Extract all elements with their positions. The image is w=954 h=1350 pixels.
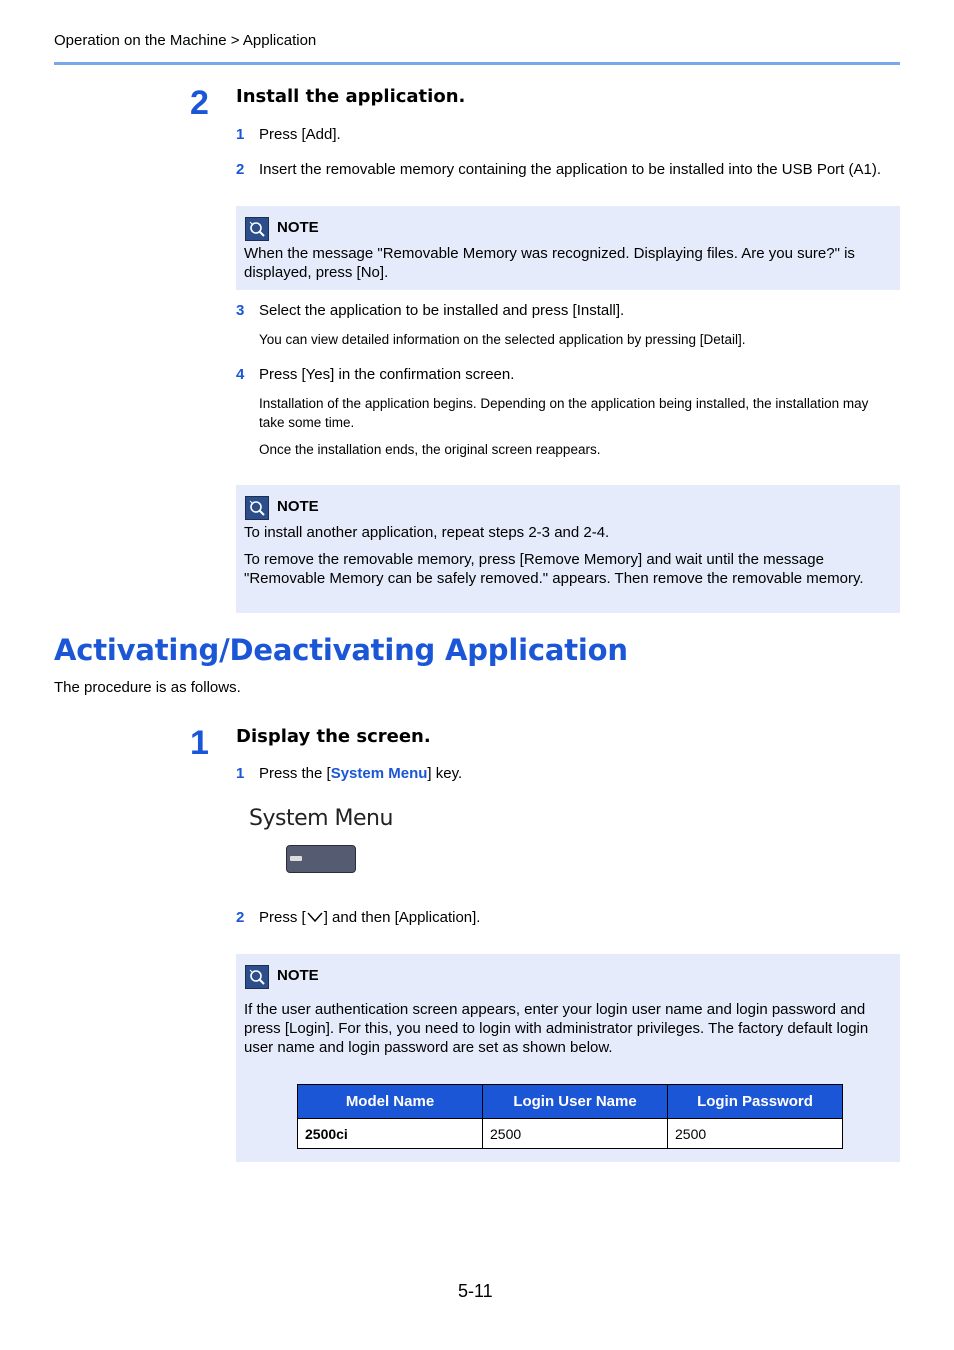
- substep-number: 1: [236, 126, 245, 143]
- substep-text: [259, 764, 462, 783]
- note-label: NOTE: [277, 219, 319, 236]
- note-icon: [245, 496, 269, 520]
- column-header: Model Name: [298, 1085, 483, 1119]
- substep-text: Select the application to be installed and press [Install].: [259, 302, 625, 319]
- table-cell: 2500: [668, 1119, 843, 1149]
- note-text: To install another application, repeat steps 2-3 and 2-4.: [244, 524, 610, 541]
- substep-text-post: ] and then [Application].: [323, 909, 481, 926]
- substep-text: [259, 908, 480, 929]
- substep-number: 2: [236, 161, 245, 178]
- substep-text: Press [Add].: [259, 126, 341, 143]
- header-rule: [54, 62, 900, 65]
- column-header: Login User Name: [483, 1085, 668, 1119]
- key-indicator: [290, 856, 302, 861]
- substep-detail: Installation of the application begins. Depending on the application being installed, the installation may take some time.: [259, 396, 869, 430]
- section-intro: The procedure is as follows.: [54, 679, 241, 696]
- chevron-down-icon: [306, 910, 324, 929]
- substep-text: Insert the removable memory containing the application to be installed into the USB Port (A1).: [259, 161, 881, 178]
- section-heading: Activating/Deactivating Application: [54, 633, 628, 667]
- note-box: [236, 954, 900, 1162]
- substep-number: 1: [236, 765, 245, 782]
- login-defaults-table: [297, 1084, 843, 1149]
- step-title: Install the application.: [236, 86, 466, 107]
- table-row: [298, 1119, 843, 1149]
- system-menu-key[interactable]: [286, 845, 356, 873]
- system-menu-link: System Menu: [330, 765, 428, 782]
- column-header: Login Password: [668, 1085, 843, 1119]
- substep-detail: You can view detailed information on the selected application by pressing [Detail].: [259, 332, 746, 347]
- substep-number: 3: [236, 302, 245, 319]
- note-text: When the message "Removable Memory was recognized. Displaying files. Are you sure?" is displayed, press [No].: [244, 245, 855, 281]
- breadcrumb: Operation on the Machine > Application: [54, 32, 317, 49]
- table-cell: 2500ci: [298, 1119, 483, 1149]
- step-number: 2: [190, 84, 209, 122]
- note-box: [236, 485, 900, 613]
- system-menu-key-label: System Menu: [249, 806, 393, 831]
- page-number: 5-11: [458, 1281, 493, 1301]
- substep-number: 2: [236, 909, 245, 926]
- table-header-row: [298, 1085, 843, 1119]
- step-title: Display the screen.: [236, 726, 431, 747]
- note-label: NOTE: [277, 498, 319, 515]
- note-icon: [245, 965, 269, 989]
- substep-text-pre: Press the [: [259, 765, 331, 782]
- step-number: 1: [190, 724, 209, 762]
- note-icon: [245, 217, 269, 241]
- substep-text-pre: Press [: [259, 909, 306, 926]
- table-cell: 2500: [483, 1119, 668, 1149]
- note-box: [236, 206, 900, 290]
- substep-text-post: ] key.: [427, 765, 463, 782]
- substep-text: Press [Yes] in the confirmation screen.: [259, 366, 515, 383]
- note-label: NOTE: [277, 967, 319, 984]
- substep-number: 4: [236, 366, 245, 383]
- note-text: If the user authentication screen appears, enter your login user name and login password and press [Login]. For this, you need to login with administrator privileges. The factory default login user name and login password are set as shown below.: [244, 1001, 869, 1056]
- note-text: To remove the removable memory, press [Remove Memory] and wait until the message "Removable Memory can be safely removed." appears. Then remove the removable memory.: [244, 551, 864, 587]
- substep-detail: Once the installation ends, the original screen reappears.: [259, 442, 601, 457]
